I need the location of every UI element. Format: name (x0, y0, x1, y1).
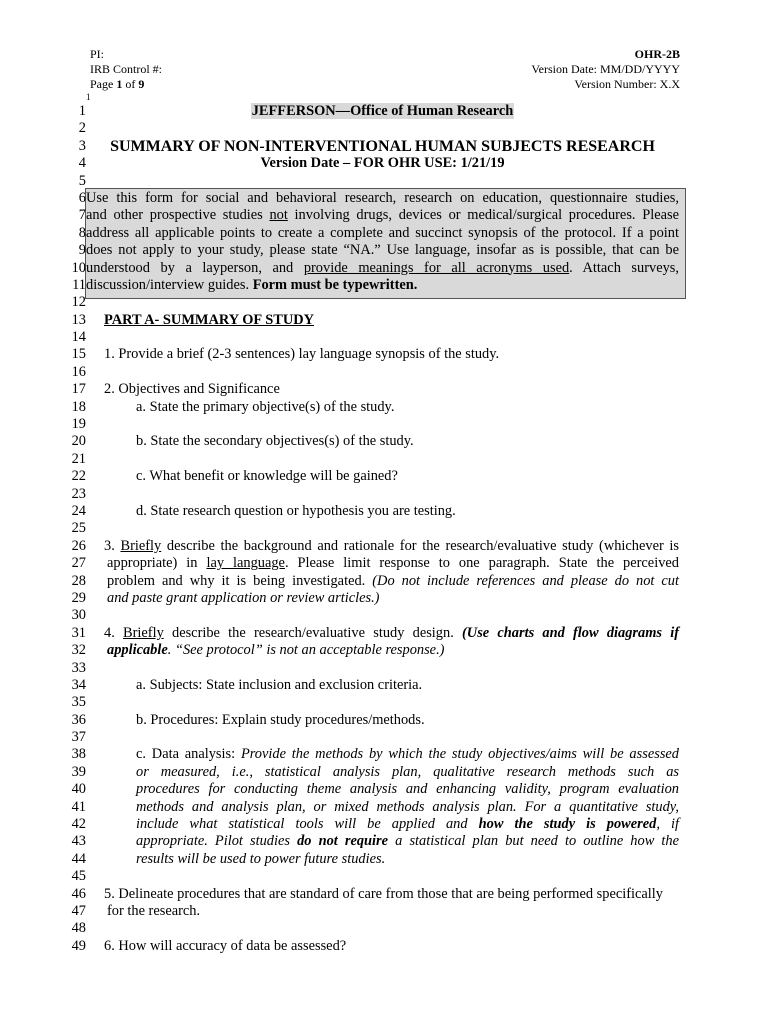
page-indicator: Page 1 of 9 (90, 77, 145, 91)
line-number: 6 (78, 189, 86, 206)
line-number: 36 (71, 711, 86, 728)
line-number: 16 (71, 363, 86, 380)
question-4b: b. Procedures: Explain study procedures/methods. (136, 711, 425, 728)
line-number: 15 (71, 346, 86, 363)
line-number: 12 (71, 294, 86, 311)
question-3-line: and paste grant application or review articles.) (107, 589, 380, 606)
line-number: 9 (78, 242, 86, 259)
line-number: 22 (71, 468, 86, 485)
line-number: 43 (71, 833, 86, 850)
line-number: 32 (71, 642, 86, 659)
line-number: 41 (71, 798, 86, 815)
line-number: 33 (71, 659, 86, 676)
question-4: 4. Briefly describe the research/evaluative study design. (Use charts and flow diagrams if (104, 624, 679, 641)
line-number: 26 (71, 537, 86, 554)
question-4c-line: results will be used to power future studies. (136, 850, 386, 867)
version-date: Version Date: MM/DD/YYYY (531, 62, 680, 76)
line-number: 30 (71, 607, 86, 624)
document-body (0, 103, 770, 955)
question-4c-line: methods and analysis plan, or mixed methods analysis plan. For a quantitative study, (136, 798, 679, 815)
question-3: 3. Briefly describe the background and rationale for the research/evaluative study (whichever is (104, 537, 680, 554)
line-number: 31 (71, 624, 86, 641)
line-number: 17 (71, 381, 86, 398)
irb-control-label: IRB Control #: (90, 62, 163, 76)
instructions-line: understood by a layperson, and provide meanings for all acronyms used. Attach surveys, (86, 259, 679, 276)
question-6: 6. How will accuracy of data be assessed? (104, 937, 347, 954)
line-number: 19 (71, 416, 86, 433)
question-4c-line: appropriate. Pilot studies do not require a statistical plan but need to outline how the (136, 833, 679, 850)
line-number: 13 (71, 311, 86, 328)
version-number: Version Number: X.X (574, 77, 680, 91)
line-number: 42 (71, 816, 86, 833)
line-number: 39 (71, 763, 86, 780)
main-title: SUMMARY OF NON-INTERVENTIONAL HUMAN SUBJECTS RESEARCH (110, 137, 655, 155)
line-number: 5 (78, 172, 86, 189)
question-3-line: appropriate) in lay language. Please limit response to one paragraph. State the perceived (107, 555, 679, 572)
line-number: 24 (71, 502, 86, 519)
question-5: 5. Delineate procedures that are standard of care from those that are being performed specifically (104, 885, 663, 902)
line-number: 1 (78, 103, 86, 119)
line-number: 7 (78, 207, 86, 224)
line-number: 10 (71, 259, 86, 276)
line-number: 44 (71, 850, 86, 867)
question-4c-line: or measured, i.e., statistical analysis plan, qualitative research methods such as (136, 763, 679, 780)
line-number: 47 (71, 902, 86, 919)
question-4c-line: procedures for conducting theme analysis and enhancing validity, program evaluation (136, 781, 679, 798)
org-title: JEFFERSON—Office of Human Research (251, 103, 514, 119)
line-number: 49 (71, 937, 86, 954)
line-number: 38 (71, 746, 86, 763)
line-number: 34 (71, 676, 86, 693)
question-2c: c. What benefit or knowledge will be gained? (136, 468, 398, 485)
question-4c: c. Data analysis: Provide the methods by which the study objectives/aims will be assessed (136, 746, 679, 763)
question-4-line: applicable. “See protocol” is not an acceptable response.) (107, 642, 445, 659)
question-2a: a. State the primary objective(s) of the study. (136, 398, 395, 415)
line-number: 29 (71, 589, 86, 606)
line-number: 23 (71, 485, 86, 502)
line-number: 27 (71, 555, 86, 572)
instructions-line: Use this form for social and behavioral research, research on education, questionnaire studies, (86, 189, 679, 206)
instructions-line: and other prospective studies not involving drugs, devices or medical/surgical procedures. Please (86, 207, 679, 224)
pi-label: PI: (90, 47, 105, 61)
line-number: 45 (71, 868, 86, 885)
line-number: 14 (71, 329, 86, 346)
line-number: 28 (71, 572, 86, 589)
line-number: 35 (71, 694, 86, 711)
instructions-line: address all applicable points to create a complete and succinct synopsis of the protocol. If a point (86, 224, 679, 241)
form-code: OHR-2B (634, 47, 680, 61)
line-number: 48 (71, 920, 86, 937)
question-4c-line: include what statistical tools will be applied and how the study is powered, if (136, 816, 680, 833)
line-number: 20 (71, 433, 86, 450)
line-number: 8 (78, 224, 86, 241)
question-1: 1. Provide a brief (2-3 sentences) lay language synopsis of the study. (104, 346, 500, 363)
line-number: 37 (71, 729, 86, 746)
question-5-line: for the research. (107, 902, 201, 919)
line-number: 25 (71, 520, 86, 537)
question-4a: a. Subjects: State inclusion and exclusion criteria. (136, 676, 423, 693)
instructions-line: discussion/interview guides. Form must be typewritten. (86, 276, 418, 293)
question-2d: d. State research question or hypothesis you are testing. (136, 502, 456, 519)
line-number: 3 (78, 137, 86, 154)
version-line: Version Date – FOR OHR USE: 1/21/19 (260, 155, 505, 172)
question-2: 2. Objectives and Significance (104, 381, 280, 398)
line-number: 46 (71, 885, 86, 902)
line-number: 4 (78, 155, 86, 172)
line-number: 18 (71, 398, 86, 415)
instructions-line: does not apply to your study, please state “NA.” Use language, insofar as is possible, that can be (86, 242, 679, 259)
line-number: 40 (71, 781, 86, 798)
header-line-number: 1 (86, 92, 91, 102)
question-2b: b. State the secondary objectives(s) of the study. (136, 433, 414, 450)
part-a-heading: PART A- SUMMARY OF STUDY (104, 311, 315, 328)
line-number: 2 (78, 120, 86, 137)
line-number: 11 (72, 276, 86, 293)
line-number: 21 (71, 450, 86, 467)
question-3-line: problem and why it is being investigated. (Do not include references and please do not cut (107, 572, 680, 589)
